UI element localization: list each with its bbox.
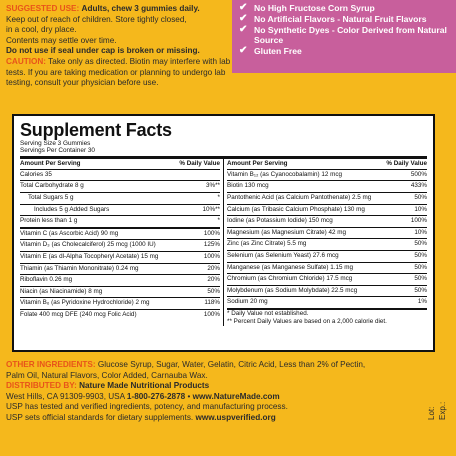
nutrient-name: Vitamin D₃ (as Cholecalciferol) 25 mcg (1000 IU) — [20, 241, 156, 249]
distributor-address: West Hills, CA 91309-9903, USA — [6, 391, 125, 401]
header-amount: Amount Per Serving — [20, 159, 81, 167]
facts-row — [227, 216, 427, 228]
nutrient-dv: 50% — [207, 287, 220, 295]
nutrient-name: Pantothenic Acid (as Calcium Pantothenate) 2.5 mg — [227, 194, 372, 201]
header-dv: % Daily Value — [179, 159, 220, 167]
claim-text: No Artificial Flavors - Natural Fruit Flavors — [254, 14, 427, 24]
claims-panel — [232, 0, 456, 73]
nutrient-dv: 10%** — [202, 205, 220, 213]
nutrient-name: Protein less than 1 g — [20, 217, 78, 225]
nutrient-dv: 125% — [203, 241, 220, 249]
column-header — [227, 159, 427, 170]
claim-item — [232, 25, 456, 45]
distributed-by-label: DISTRIBUTED BY: — [6, 381, 77, 391]
facts-row — [20, 205, 220, 217]
nutrient-dv: 50% — [414, 194, 427, 201]
nutrient-name: Thiamin (as Thiamin Mononitrate) 0.24 mg — [20, 264, 139, 272]
claim-text: No Synthetic Dyes - Color Derived from Natural Source — [254, 25, 447, 45]
facts-row — [20, 229, 220, 241]
storage-text-2: in a cool, dry place. — [6, 25, 77, 35]
ingredients-block — [6, 360, 376, 424]
facts-row — [20, 287, 220, 299]
nutrient-name: Molybdenum (as Sodium Molybdate) 22.5 mcg — [227, 286, 358, 294]
other-ingredients-label: OTHER INGREDIENTS: — [6, 360, 96, 369]
usp-text-2: USP sets official standards for dietary supplements. — [6, 412, 194, 422]
nutrient-dv: 100% — [203, 310, 220, 318]
footnote-2: ** Percent Daily Values are based on a 2,000 calorie diet. — [227, 317, 387, 325]
exp-label: Exp.: — [438, 401, 447, 420]
check-icon: ✔ — [239, 24, 248, 35]
facts-right-column — [224, 159, 427, 326]
distributor-name: Nature Made Nutritional Products — [79, 381, 210, 391]
nutrient-name: Calcium (as Tribasic Calcium Phosphate) 130 mg — [227, 205, 365, 213]
facts-row — [227, 286, 427, 298]
usp-text-1: USP has tested and verified ingredients, potency, and manufacturing process. — [6, 402, 288, 412]
nutrient-dv: 500% — [410, 170, 427, 178]
nutrient-dv: 50% — [414, 275, 427, 283]
facts-row — [227, 205, 427, 217]
nutrient-dv: 50% — [414, 251, 427, 259]
claim-item — [232, 14, 456, 24]
nutrient-name: Chromium (as Chromium Chloride) 17.5 mcg — [227, 275, 353, 283]
facts-row — [227, 297, 427, 310]
nutrient-dv: 10% — [414, 228, 427, 236]
nutrient-dv: 20% — [207, 276, 220, 284]
facts-row — [20, 310, 220, 321]
facts-row — [227, 263, 427, 275]
lot-label: Lot: — [427, 406, 436, 420]
facts-row — [20, 170, 220, 182]
facts-row — [20, 193, 220, 205]
nutrient-dv: 100% — [203, 252, 220, 260]
suggested-use-label: SUGGESTED USE: — [6, 4, 80, 13]
servings-per-container: Servings Per Container 30 — [20, 147, 95, 155]
check-icon: ✔ — [239, 45, 248, 56]
nutrient-name: Manganese (as Manganese Sulfate) 1.15 mg — [227, 263, 354, 271]
facts-row — [227, 170, 427, 182]
nutrient-name: Total Carbohydrate 8 g — [20, 182, 84, 190]
nutrient-name: Total Sugars 5 g — [28, 194, 74, 201]
facts-row — [20, 275, 220, 287]
facts-row — [227, 251, 427, 263]
facts-row — [227, 181, 427, 193]
nutrient-name: Vitamin B₁₂ (as Cyanocobalamin) 12 mcg — [227, 170, 343, 178]
nutrient-dv: 50% — [414, 286, 427, 294]
nutrient-name: Calories 35 — [20, 170, 52, 178]
nutrient-name: Magnesium (as Magnesium Citrate) 42 mg — [227, 228, 346, 236]
nutrient-name: Iodine (as Potassium Iodide) 150 mcg — [227, 217, 333, 225]
check-icon: ✔ — [239, 13, 248, 24]
facts-row — [227, 228, 427, 240]
storage-text: Keep out of reach of children. Store tightly closed, — [6, 14, 187, 24]
separator: • — [187, 391, 191, 401]
distributor-phone: 1-800-276-2878 — [126, 391, 186, 401]
other-ingredients-text: Glucose Syrup, Sugar, Water, Gelatin, Citric Acid, Less than 2% of Pectin, Palm Oil, Natural Flavors, Color Added, Carnauba Wax. — [6, 360, 366, 380]
footnote-1: * Daily Value not established. — [227, 309, 309, 317]
usp-website: www.uspverified.org — [195, 412, 276, 422]
facts-row — [227, 193, 427, 205]
nutrient-name: Includes 5 g Added Sugars — [34, 205, 110, 213]
nutrient-dv: 50% — [414, 263, 427, 271]
caution-text: Take only as directed. Biotin may interfere with lab tests. If you are taking medication or planning to undergo lab testing, consult your physician before use. — [6, 56, 231, 88]
nutrient-name: Folate 400 mcg DFE (240 mcg Folic Acid) — [20, 310, 137, 318]
facts-row — [20, 240, 220, 252]
seal-warning: Do not use if seal under cap is broken or missing. — [6, 46, 200, 56]
supplement-facts-panel — [12, 114, 435, 352]
claim-text: Gluten Free — [254, 46, 302, 56]
nutrient-name: Niacin (as Niacinamide) 8 mg — [20, 287, 103, 295]
facts-row — [20, 264, 220, 276]
lot-exp-block — [426, 402, 448, 420]
nutrient-dv: 118% — [204, 299, 220, 307]
claim-text: No High Fructose Corn Syrup — [254, 3, 375, 13]
nutrient-dv: * — [217, 194, 220, 201]
facts-row — [227, 274, 427, 286]
nutrient-name: Biotin 130 mcg — [227, 182, 269, 190]
nutrient-dv: 3%** — [205, 182, 220, 190]
claim-item — [232, 46, 456, 56]
header-amount: Amount Per Serving — [227, 159, 288, 167]
caution-label: CAUTION: — [6, 56, 47, 66]
facts-title: Supplement Facts — [20, 120, 172, 140]
directions-block — [6, 4, 232, 89]
nutrient-dv: 10% — [414, 205, 427, 213]
facts-row — [20, 252, 220, 264]
nutrient-dv: 50% — [414, 240, 427, 248]
facts-row — [20, 181, 220, 193]
settle-text: Contents may settle over time. — [6, 35, 117, 45]
distributor-website: www.NatureMade.com — [192, 391, 280, 401]
facts-left-column — [20, 159, 224, 326]
header-dv: % Daily Value — [386, 159, 427, 167]
nutrient-name: Vitamin B₆ (as Pyridoxine Hydrochloride) 2 mg — [20, 299, 150, 307]
nutrient-name: Vitamin C (as Ascorbic Acid) 90 mg — [20, 229, 119, 237]
nutrient-dv: 1% — [417, 298, 427, 306]
claim-item — [232, 3, 456, 13]
nutrient-dv: 100% — [410, 217, 427, 225]
check-icon: ✔ — [239, 2, 248, 13]
facts-row — [227, 239, 427, 251]
nutrient-dv: 100% — [203, 229, 220, 237]
suggested-use-text: Adults, chew 3 gummies daily. — [81, 4, 200, 13]
nutrient-name: Vitamin E (as dl-Alpha Tocopheryl Acetate) 15 mg — [20, 252, 159, 260]
nutrient-dv: 20% — [207, 264, 220, 272]
serving-size: Serving Size 3 Gummies — [20, 140, 91, 147]
nutrient-dv: * — [217, 217, 220, 225]
column-header — [20, 159, 220, 170]
nutrient-name: Zinc (as Zinc Citrate) 5.5 mg — [227, 240, 307, 248]
nutrient-dv: 433% — [410, 182, 427, 190]
nutrient-name: Selenium (as Selenium Yeast) 27.6 mcg — [227, 251, 339, 259]
facts-row — [20, 216, 220, 229]
facts-row — [20, 298, 220, 310]
nutrient-name: Riboflavin 0.26 mg — [20, 276, 73, 284]
nutrient-name: Sodium 20 mg — [227, 298, 268, 306]
